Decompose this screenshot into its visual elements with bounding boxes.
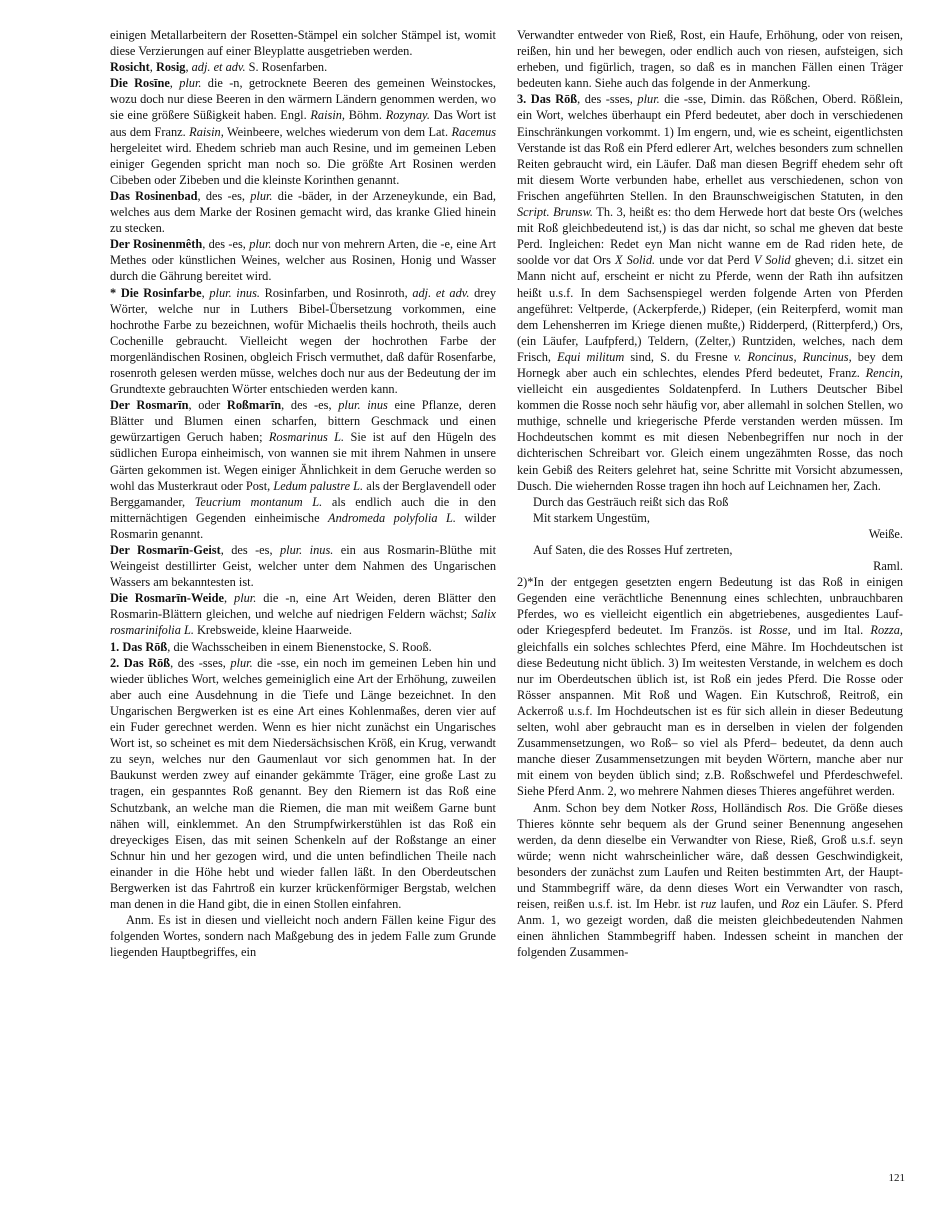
dictionary-entry bbox=[110, 397, 496, 542]
text-run: hergeleitet wird. Ehedem schrieb man auch Resine, und im gemeinen Leben einiger Gegenden spricht man noch so. Die größte Art Rosinen werden Cibeben oder Zibeben und die kleinste Korinthen genannt. bbox=[110, 140, 496, 187]
text-run: , des -sses, bbox=[577, 92, 638, 107]
entry-headword: Die Rosmarīn-Weide bbox=[110, 591, 224, 606]
italic-term: X Solid. bbox=[615, 253, 656, 268]
italic-term: plur. inus. bbox=[209, 285, 260, 300]
italic-term: plur. inus bbox=[338, 398, 388, 413]
text-run: die -bäder, in der Arzeneykunde, ein Bad, welches aus dem Marke der Rosinen gemacht wird, das kranke Glied hinein zu stecken. bbox=[110, 188, 497, 236]
text-run: die -sse, Dimin. das Rößchen, Oberd. Rößlein, ein Wort, welches überhaupt ein Pferd bedeutet, aber doch in verschiedenen Einschränkungen vorkommt. 1) Im engern, und, wie es scheint, eigentlichsten Verstande ist das Roß ein Pferd edlerer Art, welches besonders zum schnellen Reiten gebraucht wird, ein Läufer. Daß man diesen Begriff ehedem sehr oft mit diesem Worte verbunden habe, erhellet aus verschiedenen, schon von Frischen angeführten Stellen. In den Braunschweigischen Statuten, in den bbox=[517, 92, 903, 203]
text-run: , bbox=[185, 60, 192, 75]
text-run: unde vor dat Perd bbox=[655, 253, 754, 268]
italic-term: Raisin, bbox=[310, 108, 346, 123]
text-run: als endlich auch die in den mitternächtigen Gegenden einheimische bbox=[110, 494, 497, 525]
text-run: Holländisch bbox=[717, 800, 788, 815]
right-column bbox=[517, 27, 903, 960]
text-run: , bbox=[149, 60, 156, 75]
text-run: Th. 3, heißt es: tho dem Herwede hort dat beste Ors (welches mit Roß gleichbedeutend ist,) is das dar nicht, so schal me gheven dat beste Perd. Ingleichen: Redet eyn Man nicht wanne em de Rad riden hete, de soolde vor dat Ors bbox=[517, 205, 903, 268]
text-run: vielleicht ein ausgedientes Soldatenpferd. In Luthers Deutscher Bibel kommen die Rosse noch sehr häufig vor, aber allemahl in solchen Stellen, wo muthige, schnelle und kriegerische Pferde verstanden werden müssen. Im Hochdeutschen kommt es mit diesen Nebenbegriffen nur noch in der dichterischen Schreibart vor. Gleich einem ungezähmten Rosse, das noch kein Gebiß des Reiters gelehret hat, seine Schritte mit Vorsicht abzumessen, Dusch. Die wiehernden Rosse tragen ihn hoch auf Leichnamen her, Zach. bbox=[517, 382, 903, 493]
dictionary-entry bbox=[110, 590, 496, 638]
text-run: , bbox=[223, 591, 235, 606]
italic-term: Racemus bbox=[451, 124, 497, 139]
text-paragraph bbox=[517, 27, 903, 91]
italic-term: Equi militum bbox=[557, 349, 625, 364]
text-run: Rosinfarben, und Rosinroth, bbox=[259, 285, 413, 300]
italic-term: v. Roncinus, Runcinus, bbox=[733, 349, 852, 364]
italic-term: Rosmarinus L. bbox=[268, 430, 345, 445]
text-run: doch nur von mehrern Arten, die -e, eine Art Methes oder künstlichen Weines, welcher aus Rosinen, Honig und Wasser durch die Gährung bereitet wird. bbox=[110, 237, 497, 284]
text-run: , die Wachsscheiben in einem Bienenstocke, S. Rooß. bbox=[167, 639, 432, 654]
entry-headword: Das Rosinenbad bbox=[110, 188, 198, 203]
italic-term: Rozynay. bbox=[385, 108, 430, 123]
page-number: 121 bbox=[888, 1172, 905, 1184]
annotation-paragraph bbox=[517, 800, 903, 961]
text-run: , oder bbox=[188, 398, 227, 413]
text-run: , bbox=[169, 76, 180, 91]
italic-term: Andromeda polyfolia L. bbox=[328, 510, 456, 525]
text-run: Sie ist auf den Hügeln des südlichen Europa einheimisch, von wannen sie mit ihrem Nahmen in unsere Gärten gekommen ist. Wegen einiger Ähnlichkeit in dem Geruche werden so wohl das Musterkraut oder Post, bbox=[110, 430, 496, 493]
text-paragraph bbox=[110, 27, 496, 59]
text-run: Verwandter entweder von Rieß, Rost, ein Haufe, Erhöhung, oder von reisen, reißen, hin und her bewegen, oder endlich auch von riesen, aufsteigen, sich erheben, und figürlich, tragen, so daß es in manchen Fällen einen Träger bedeuten kann. Siehe auch das folgende in der Anmerkung. bbox=[517, 28, 903, 91]
italic-term: Salix rosmarinifolia L. bbox=[110, 607, 496, 638]
italic-term: Ledum palustre L. bbox=[273, 478, 364, 493]
left-column bbox=[110, 27, 496, 960]
italic-term: Raisin, bbox=[189, 124, 224, 139]
text-run: , bbox=[201, 285, 210, 300]
dictionary-entry bbox=[110, 75, 496, 188]
italic-term: Rosse, bbox=[758, 623, 791, 638]
dictionary-entry bbox=[110, 59, 496, 75]
text-run: Das Wort ist aus dem Franz. bbox=[110, 108, 497, 139]
text-run: als der Berglavendell oder Berggamander, bbox=[110, 478, 496, 509]
headword-variant: Roßmarīn bbox=[226, 398, 282, 413]
italic-term: Rozza, bbox=[870, 623, 903, 638]
headword-variant: Rosig bbox=[155, 60, 186, 75]
text-run: 2)*In der entgegen gesetzten engern Bedeutung ist das Roß in einigen Gegenden eine verächtliche Benennung eines schlechten, unbrauchbaren Pferdes, wo es vielleicht eigentlich ein abgetriebenes, ausgedientes Lauf- oder Kriegespferd bedeutet. Im Französ. ist bbox=[517, 575, 903, 638]
italic-term: V Solid bbox=[753, 253, 791, 268]
italic-term: Ross, bbox=[690, 800, 718, 815]
meaning-2-paragraph bbox=[517, 574, 903, 799]
text-run: gleichfalls ein solches schlechtes Pferd, eine Mähre. Im Hochdeutschen ist diese Bedeutung nicht üblich. 3) Im weitesten Verstande, in welchem es doch nur im Oberdeutschen üblich ist, ist Roß ein jedes Pferd. Die Rosse oder Rösser anspannen. Mit Roß und Wagen. Ein Kutschroß, Reitroß, ein Ackerroß u.s.f. Im Hochdeutschen ist es für sich allein in dieser Bedeutung selten, wohl aber gebraucht man es in derselben in vielen der folgenden Zusammensetzungen, wo Roß– so viel als Pferd– bedeutet, da denn auch manche dieser Zusammensetzungen mit beyden Wörtern, manche aber nur mit einem von beyden üblich sind; z.B. Roßschwefel und Pferdeschwefel. Siehe Pferd Anm. 2, wo mehrere Nahmen dieses Thieres angeführet werden. bbox=[517, 639, 903, 799]
italic-term: Roz bbox=[781, 897, 800, 912]
text-run: Anm. Es ist in diesen und vielleicht noch andern Fällen keine Figur des folgenden Wortes, sondern nach Maßgebung des in jedem Falle zum Grunde liegenden Hauptbegriffes, ein bbox=[110, 913, 496, 960]
italic-term: Ros. bbox=[787, 800, 809, 815]
italic-term: Teucrium montanum L. bbox=[194, 494, 323, 509]
italic-term: plur. bbox=[230, 655, 253, 670]
verse-line: Mit starkem Ungestüm, bbox=[533, 510, 650, 525]
italic-term: ruz bbox=[700, 897, 717, 912]
text-run: Weinbeere, welches wiederum von dem Lat. bbox=[223, 124, 452, 139]
italic-term: Rencin, bbox=[865, 365, 903, 380]
text-run: Die Größe dieses Thieres könnte sehr bequem als der Grund seiner Benennung angesehen werden, da denn dieselbe ein Verwandter von Riese, Rieß, Groß u.s.f. seyn würde; wenn nicht wahrscheinlicher wäre, daß dessen Geschwindigkeit, besonders der zunächst zum Laufen und Reiten bestimmten Art, der Haupt- und Stammbegriff wäre, da denn dieses Wort ein Verwandter von rasch, reisen, reißen u.s.f. ist. Im Hebr. ist bbox=[517, 800, 903, 912]
entry-headword: 3. Das Rōß bbox=[517, 92, 578, 107]
text-run: und im Ital. bbox=[790, 623, 871, 638]
entry-headword: 2. Das Rōß bbox=[110, 655, 171, 670]
text-run: ein Läufer. S. Pferd Anm. 1, wo gezeigt worden, daß die meisten gleichbedeutenden Nahmen einen ähnlichen Stammbegriff haben. Indessen scheint in manchen der folgenden Zusammen- bbox=[517, 897, 903, 960]
text-run: gheven; d.i. sitzet ein Mann nicht auf, erscheint er nicht zu Pferde, wenn der Rath ihn aufsitzen heißt u.s.f. In dem Sachsenspiegel werden folgende Arten von Pferden angeführet: Veltperde, (Ackerpferde,) Rideper, (ein Reiterpferd, womit man dem Lehensherren im Kriege dienen mußte,) Ridderperd, (Ritterpferd,) Ors, (ein Läufer, Laufpferd,) Teldern, (Zelter,) Runtziden, welches, nach dem Frisch, bbox=[517, 253, 904, 364]
text-run: einigen Metallarbeitern der Rosetten-Stämpel ein solcher Stämpel ist, womit diese Verzierungen auf einer Bleyplatte ausgetrieben werden. bbox=[110, 28, 496, 59]
dictionary-entry bbox=[110, 542, 496, 590]
text-run: Böhm. bbox=[345, 108, 386, 123]
text-run: , des -sses, bbox=[170, 655, 231, 670]
verse-line: Auf Saten, die des Rosses Huf zertreten, bbox=[533, 543, 733, 557]
text-run: sind, S. du Fresne bbox=[624, 349, 734, 364]
text-run: Krebsweide, kleine Haarweide. bbox=[193, 623, 352, 638]
entry-headword: Der Rosinenmêth bbox=[110, 237, 203, 252]
italic-term: plur. bbox=[234, 591, 257, 606]
text-run: die -n, eine Art Weiden, deren Blätter den Rosmarin-Blättern gleichen, und welche auf niedrigen Feldern wächst; bbox=[110, 591, 496, 622]
text-run: , des -es, bbox=[197, 188, 251, 203]
text-run: drey Wörter, welche nur in Luthers Bibel-Übersetzung vorkommen, eine hochrothe Farbe zu bezeichnen, wofür Michaelis theils hochroth, theils auch Cochenille gebraucht. Vielleicht wegen der hochrothen Farbe der morgenländischen Rosinen, obgleich Frisch vermuthet, daß dafür Rosenfarbe, rosenroth gelesen werden müsse, welches doch nur aus der Bedeutung der im Grundtexte gebrauchten Wörter entschieden werden kann. bbox=[110, 285, 496, 397]
text-run: , des -es, bbox=[281, 398, 339, 413]
text-run: Anm. Schon bey dem Notker bbox=[533, 800, 691, 815]
entry-headword: * Die Rosinfarbe bbox=[110, 285, 202, 300]
text-run: eine Pflanze, deren Blätter und Blumen einen scharfen, bittern Geschmack und einen gewürzartigen Geruch haben; bbox=[110, 398, 497, 445]
dictionary-entry bbox=[110, 285, 496, 398]
text-paragraph bbox=[110, 912, 496, 960]
verse-line: Durch das Gesträuch reißt sich das Roß bbox=[533, 494, 729, 509]
text-run: , des -es, bbox=[202, 237, 250, 252]
dictionary-entry bbox=[110, 236, 496, 284]
entry-headword: Rosicht bbox=[110, 60, 150, 75]
italic-term: plur. bbox=[637, 92, 660, 107]
italic-term: plur. bbox=[250, 188, 273, 203]
text-run: S. Rosenfarben. bbox=[245, 60, 328, 75]
dictionary-entry bbox=[110, 639, 496, 655]
dictionary-entry bbox=[517, 91, 903, 493]
verse-attribution: Weiße. bbox=[868, 526, 903, 541]
text-run: laufen, und bbox=[716, 897, 782, 912]
dictionary-entry bbox=[110, 188, 496, 236]
entry-headword: Die Rosīne bbox=[110, 76, 170, 91]
italic-term: plur. bbox=[249, 237, 272, 252]
dictionary-entry bbox=[110, 655, 496, 913]
text-run: ein aus Rosmarin-Blüthe mit Weingeist destillirter Geist, welcher unter dem Nahmen des Ungarischen Wassers am bekanntesten ist. bbox=[110, 543, 496, 590]
italic-term: adj. et adv. bbox=[191, 60, 246, 75]
entry-headword: 1. Das Rōß bbox=[110, 639, 168, 654]
text-run: die -n, getrocknete Beeren des gemeinen Weinstockes, wozu doch nur diese Beeren in den wärmern Ländern genommen werden, wo sie eine größere Süßigkeit haben. Engl. bbox=[110, 76, 496, 123]
entry-ross-3 bbox=[517, 27, 903, 494]
italic-term: Script. Brunsw. bbox=[517, 205, 593, 220]
italic-term: plur. bbox=[179, 76, 202, 91]
entry-headword: Der Rosmarīn-Geist bbox=[110, 543, 221, 557]
text-run: wilder Rosmarin genannt. bbox=[110, 510, 496, 541]
italic-term: adj. et adv. bbox=[412, 285, 470, 300]
italic-term: plur. inus. bbox=[279, 543, 334, 557]
text-run: die -sse, ein noch im gemeinen Leben hin und wieder übliches Wort, welches gemeiniglich eine Art der Erhöhung, zuweilen aber auch eine Ausdehnung in die Tiefe und Länge bezeichnet. In den Ungarischen Bergwerken ist es eine Art eines Kohlenmaßes, deren vier auf ein Fuder gerechnet werden. Wenn es hier nicht zunächst ein Ungarisches Wort ist, so scheinet es mit dem Niedersächsischen Kröß, ein Krug, verwandt zu seyn, welches nur den Gaumenlaut vor sich genommen hat. In der Baukunst werden zwey auf einander gekämmte Träger, eine große Last zu tragen, ein gespanntes Roß genannt. Bey den Riemern ist das Roß eine Schutzbank, an welche man die Riemen, die man mit weißem Garne bunt nähen will, einklemmet. An den Strumpfwirkerstühlen ist das Roß ein dreyeckiges Eisen, das mit seinen Schenkeln auf der Roßstange an einer Schnur hin und her gezogen wird, und die unten befindlichen Theile nach einander in die Höhe hebt und wieder fallen läßt. In den Oberdeutschen Bergwerken ist das Fahrtroß ein kurzer krückenförmiger Bergstab, welchen man denen in die Hand gibt, die in einen Stollen einfahren. bbox=[110, 655, 496, 912]
entry-headword: Der Rosmarīn bbox=[110, 398, 189, 413]
text-run: bey dem Hornegk aber auch ein schlechtes, elendes Pferd bedeutet, Franz. bbox=[517, 349, 904, 380]
verse-attribution: Raml. bbox=[873, 559, 903, 574]
text-run: , des -es, bbox=[220, 543, 280, 557]
